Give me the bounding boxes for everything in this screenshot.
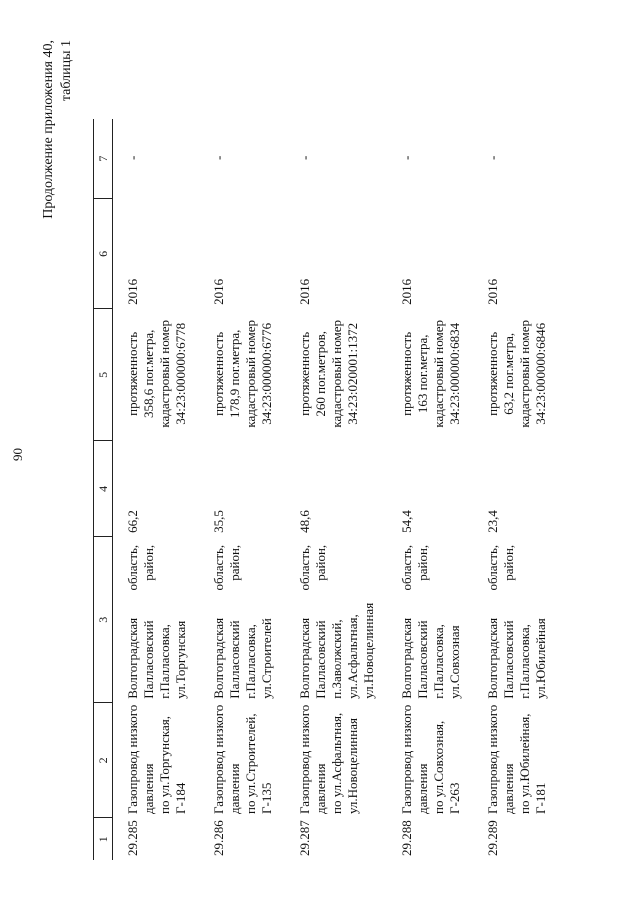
object-region-line: область, bbox=[211, 544, 226, 591]
object-description-line: протяженность bbox=[485, 331, 500, 416]
table-header-row bbox=[94, 119, 113, 860]
object-description bbox=[113, 309, 200, 441]
table-row bbox=[387, 119, 473, 860]
object-description-line: протяженность bbox=[399, 331, 414, 416]
object-address-line: ул.Асфальтная, bbox=[345, 614, 360, 699]
object-name-line: Газопровод низкого bbox=[211, 704, 226, 814]
object-address-line: Палласовский bbox=[227, 620, 242, 699]
object-description-line: кадастровый номер bbox=[243, 319, 258, 428]
continuation-line-1: Продолжение приложения 40, bbox=[41, 40, 56, 219]
object-name-line: давления bbox=[313, 763, 328, 814]
object-address bbox=[473, 601, 559, 703]
object-name-line: по ул.Юбилейная, bbox=[517, 713, 532, 814]
object-description-line: 358,6 пог.метра, bbox=[141, 329, 156, 419]
object-region-line: район, bbox=[141, 544, 156, 581]
column-header-5: 5 bbox=[94, 309, 113, 441]
object-address bbox=[113, 601, 200, 703]
object-name-line: Газопровод низкого bbox=[399, 704, 414, 814]
object-name-line: по ул.Совхозная, bbox=[431, 720, 446, 814]
object-note: - bbox=[125, 155, 140, 160]
object-year: 2016 bbox=[125, 278, 140, 305]
object-description-line: 34:23:000000:6776 bbox=[259, 322, 274, 425]
object-value: 66,2 bbox=[125, 510, 140, 533]
object-value: 23,4 bbox=[485, 510, 500, 533]
object-description bbox=[387, 309, 473, 441]
object-name-line: давления bbox=[227, 763, 242, 814]
object-address-line: ул.Торгунская bbox=[173, 620, 188, 699]
object-region bbox=[113, 537, 200, 601]
object-description-line: протяженность bbox=[297, 331, 312, 416]
object-region-line: область, bbox=[399, 544, 414, 591]
object-name-line: по ул.Асфальтная, bbox=[329, 712, 344, 814]
object-region-line: район, bbox=[313, 544, 328, 581]
object-description bbox=[199, 309, 285, 441]
object-name bbox=[285, 703, 387, 818]
object-address-line: Палласовский bbox=[415, 620, 430, 699]
object-region-line: район, bbox=[227, 544, 242, 581]
continuation-caption bbox=[40, 40, 76, 400]
object-address-line: Палласовский bbox=[501, 620, 516, 699]
object-region-line: район, bbox=[415, 544, 430, 581]
object-address bbox=[387, 601, 473, 703]
object-name-line: Г-263 bbox=[447, 782, 462, 814]
table-row bbox=[199, 119, 285, 860]
object-region-line: район, bbox=[501, 544, 516, 581]
object-description bbox=[285, 309, 387, 441]
object-address-line: Волгоградская bbox=[297, 617, 312, 699]
object-name bbox=[473, 703, 559, 818]
column-header-6: 6 bbox=[94, 199, 113, 309]
object-name-line: давления bbox=[141, 763, 156, 814]
object-address-line: Волгоградская bbox=[211, 617, 226, 699]
object-address-line: Палласовский bbox=[313, 620, 328, 699]
row-number: 29.286 bbox=[211, 820, 226, 856]
object-description-line: 163 пог.метра, bbox=[415, 334, 430, 414]
object-address-line: г.Палласовка, bbox=[517, 624, 532, 699]
object-description-line: 34:23:000000:6846 bbox=[533, 322, 548, 425]
object-description-line: 34:23:020001:1372 bbox=[345, 322, 360, 425]
column-header-1: 1 bbox=[94, 818, 113, 860]
object-note: - bbox=[211, 155, 226, 160]
object-address-line: г.Палласовка, bbox=[431, 624, 446, 699]
object-address-line: ул.Совхозная bbox=[447, 625, 462, 699]
object-year: 2016 bbox=[211, 278, 226, 305]
object-region bbox=[285, 537, 387, 601]
object-year: 2016 bbox=[485, 278, 500, 305]
object-description-line: 34:23:000000:6778 bbox=[173, 322, 188, 425]
object-address bbox=[285, 601, 387, 703]
object-name-line: Газопровод низкого bbox=[297, 704, 312, 814]
object-value: 48,6 bbox=[297, 510, 312, 533]
object-name bbox=[387, 703, 473, 818]
object-region-line: область, bbox=[125, 544, 140, 591]
object-address-line: Волгоградская bbox=[399, 617, 414, 699]
property-table bbox=[93, 119, 559, 860]
object-description bbox=[473, 309, 559, 441]
object-year: 2016 bbox=[399, 278, 414, 305]
object-description-line: 178,9 пог.метра, bbox=[227, 329, 242, 419]
object-name-line: Г-181 bbox=[533, 782, 548, 814]
object-year: 2016 bbox=[297, 278, 312, 305]
object-value: 54,4 bbox=[399, 510, 414, 533]
object-description-line: протяженность bbox=[211, 331, 226, 416]
object-address bbox=[199, 601, 285, 703]
table-row bbox=[285, 119, 387, 860]
row-number: 29.287 bbox=[297, 820, 312, 856]
object-value: 35,5 bbox=[211, 510, 226, 533]
object-name-line: Г-135 bbox=[259, 782, 274, 814]
object-description-line: кадастровый номер bbox=[431, 319, 446, 428]
object-region-line: область, bbox=[297, 544, 312, 591]
object-note: - bbox=[399, 155, 414, 160]
object-description-line: 63,2 пог.метра, bbox=[501, 332, 516, 415]
object-description-line: 260 пог.метров, bbox=[313, 331, 328, 417]
object-address-line: Палласовский bbox=[141, 620, 156, 699]
object-address-line: Волгоградская bbox=[485, 617, 500, 699]
object-address-line: ул.Строителей bbox=[259, 618, 274, 699]
object-name-line: по ул.Строителей, bbox=[243, 713, 258, 814]
column-header-2: 2 bbox=[94, 703, 113, 818]
object-address-line: ул.Новоцелинная bbox=[361, 602, 376, 699]
row-number: 29.289 bbox=[485, 820, 500, 856]
column-header-7: 7 bbox=[94, 119, 113, 199]
column-header-4: 4 bbox=[94, 441, 113, 537]
object-description-line: кадастровый номер bbox=[329, 319, 344, 428]
object-name-line: давления bbox=[415, 763, 430, 814]
object-address-line: Волгоградская bbox=[125, 617, 140, 699]
object-address-line: ул.Юбилейная bbox=[533, 618, 548, 699]
table-row bbox=[473, 119, 559, 860]
object-region-line: область, bbox=[485, 544, 500, 591]
object-name-line: ул.Новоцелинная bbox=[345, 718, 360, 814]
object-note: - bbox=[297, 155, 312, 160]
continuation-line-2: таблицы 1 bbox=[59, 40, 74, 102]
object-name-line: давления bbox=[501, 763, 516, 814]
object-note: - bbox=[485, 155, 500, 160]
row-number: 29.288 bbox=[399, 820, 414, 856]
object-region bbox=[473, 537, 559, 601]
table-row bbox=[113, 119, 200, 860]
object-name-line: Г-184 bbox=[173, 782, 188, 814]
object-name-line: Газопровод низкого bbox=[485, 704, 500, 814]
object-description-line: протяженность bbox=[125, 331, 140, 416]
object-description-line: кадастровый номер bbox=[517, 319, 532, 428]
page-number: 90 bbox=[10, 448, 25, 461]
object-description-line: 34:23:000000:6834 bbox=[447, 322, 462, 425]
object-address-line: п.Заволжский, bbox=[329, 619, 344, 699]
object-name-line: Газопровод низкого bbox=[125, 704, 140, 814]
object-region bbox=[387, 537, 473, 601]
object-name bbox=[113, 703, 200, 818]
object-description-line: кадастровый номер bbox=[157, 319, 172, 428]
object-address-line: г.Палласовка, bbox=[157, 624, 172, 699]
object-address-line: г.Палласовка, bbox=[243, 624, 258, 699]
object-region bbox=[199, 537, 285, 601]
row-number: 29.285 bbox=[125, 820, 140, 856]
column-header-3: 3 bbox=[94, 537, 113, 703]
object-name-line: по ул.Торгунская, bbox=[157, 715, 172, 814]
object-name bbox=[199, 703, 285, 818]
